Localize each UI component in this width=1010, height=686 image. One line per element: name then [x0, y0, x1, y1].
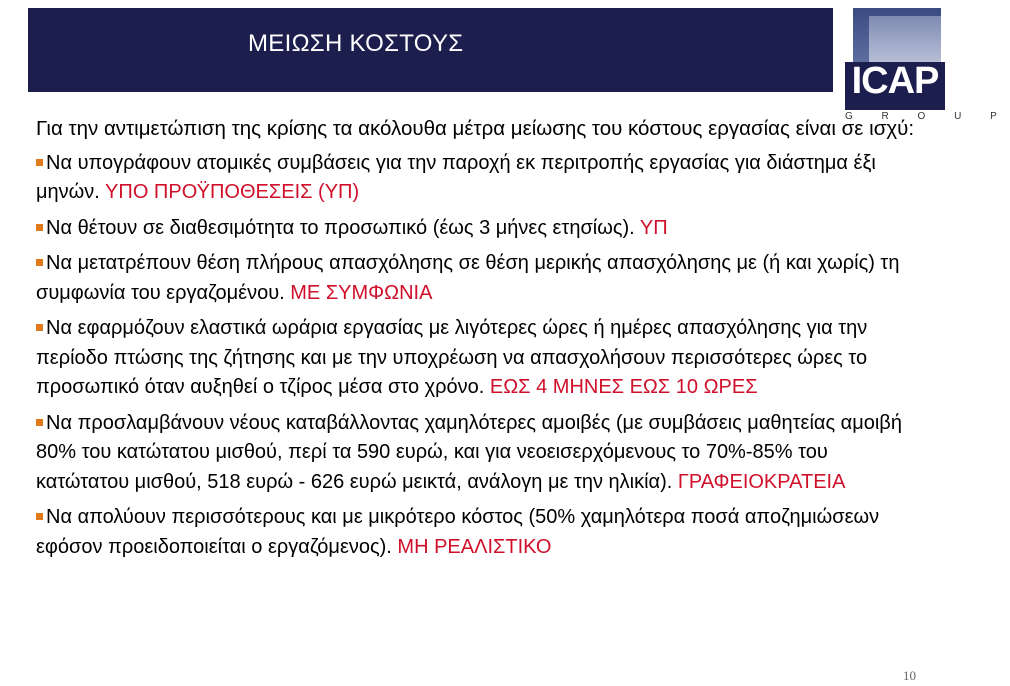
- bullet-note: ΓΡΑΦΕΙΟΚΡΑΤΕΙΑ: [677, 470, 846, 493]
- bullet-text: Να θέτουν σε διαθεσιμότητα το προσωπικό (έως 3 μήνες ετησίως).: [46, 216, 635, 239]
- bullet-note: ΜΗ ΡΕΑΛΙΣΤΙΚΟ: [397, 535, 552, 558]
- square-bullet-icon: [36, 419, 43, 426]
- logo-tab-highlight: [869, 16, 941, 62]
- title-bar: [28, 8, 833, 92]
- bullet-note: ΥΠ: [639, 216, 668, 239]
- square-bullet-icon: [36, 159, 43, 166]
- square-bullet-icon: [36, 259, 43, 266]
- bullet-item: [36, 249, 926, 308]
- bullet-note: ΥΠΟ ΠΡΟΫΠΟΘΕΣΕΙΣ (ΥΠ): [105, 181, 360, 203]
- icap-logo: [845, 8, 1010, 122]
- bullet-item: [36, 409, 926, 498]
- logo-tab-shape: [853, 8, 941, 62]
- bullet-text: Να μετατρέπουν θέση πλήρους απασχόλησης σε θέση μερικής απασχόλησης με (ή και χωρίς) τη συμφωνία του εργαζομένου.: [36, 252, 900, 304]
- bullet-item: [36, 214, 926, 244]
- bullet-note: ΕΩΣ 4 ΜΗΝΕΣ ΕΩΣ 10 ΩΡΕΣ: [489, 376, 758, 398]
- square-bullet-icon: [36, 513, 43, 520]
- page-title: ΜΕΙΩΣΗ ΚΟΣΤΟΥΣ: [248, 30, 464, 57]
- bullet-note: ΜΕ ΣΥΜΦΩΝΙΑ: [290, 281, 433, 304]
- page-number: 10: [903, 668, 916, 683]
- logo-frame: [845, 8, 945, 110]
- square-bullet-icon: [36, 324, 43, 331]
- square-bullet-icon: [36, 224, 43, 231]
- bullet-text: Να εφαρμόζουν ελαστικά ωράρια εργασίας με λιγότερες ώρες ή ημέρες απασχόλησης για την περίοδο πτώσης της ζήτησης και με την υποχρέωση να απασχολήσουν περισσότερες ώρες το προσωπικό όταν αυξηθεί ο τζίρος μέσα στο χρόνο.: [36, 317, 868, 398]
- bullet-text: Να υπογράφουν ατομικές συμβάσεις για την παροχή εκ περιτροπής εργασίας για διάστημα έξι μηνών.: [36, 151, 876, 203]
- logo-tagline: G R O U P: [845, 111, 1010, 122]
- bullet-text: Να απολύουν περισσότερους και με μικρότερο κόστος (50% χαμηλότερα ποσά αποζημιώσεων εφόσον προειδοποιείται ο εργαζόμενος).: [36, 506, 880, 558]
- intro-text: Για την αντιμετώπιση της κρίσης τα ακόλουθα μέτρα μείωσης του κόστους εργασίας είναι σε ισχύ:: [36, 117, 915, 140]
- bullet-item: [36, 503, 926, 562]
- bullet-item: [36, 314, 926, 403]
- bullet-text: Να προσλαμβάνουν νέους καταβάλλοντας χαμηλότερες αμοιβές (με συμβάσεις μαθητείας αμοιβή 80% του κατώτατου μισθού, περί τα 590 ευρώ, και για νεοεισερχόμενους το 70%-85% του κατώτατου μισθού, 518 ευρώ - 626 ευρώ μεικτά, ανάλογη με την ηλικία).: [36, 411, 902, 493]
- logo-wordmark: ICAP: [851, 60, 939, 102]
- bullet-item: [36, 149, 926, 208]
- slide-body: [36, 114, 926, 568]
